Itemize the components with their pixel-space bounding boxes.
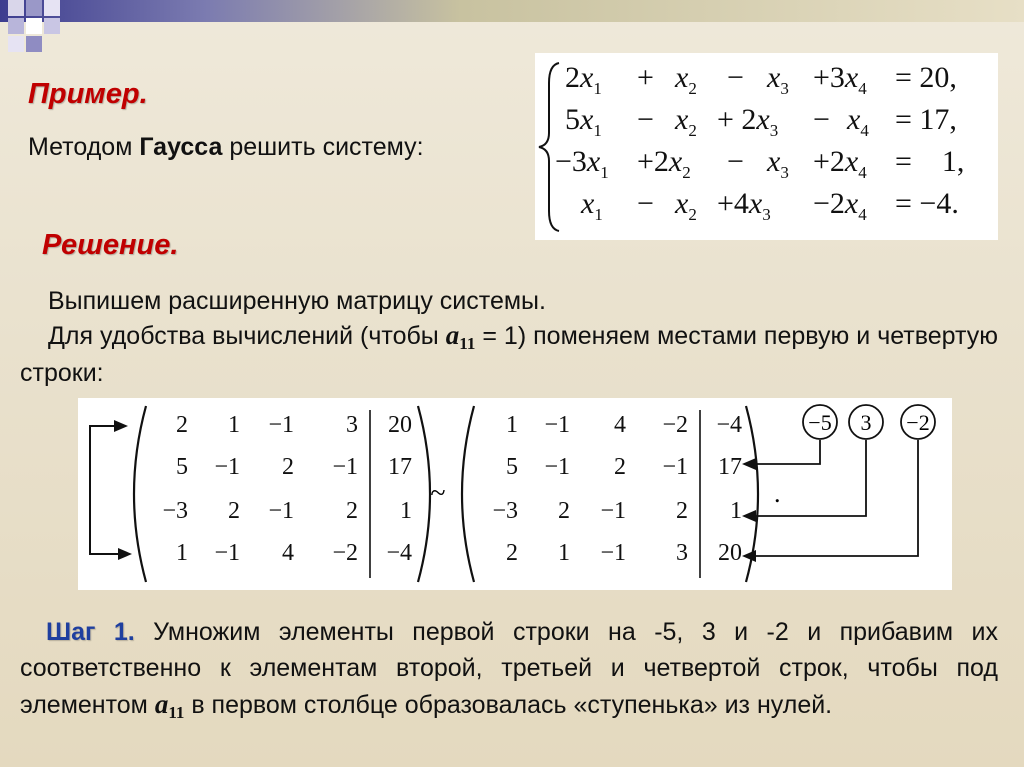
- matrix_right-cell-r4-c1: 2: [506, 540, 518, 566]
- paragraph-1: Выпишем расширенную матрицу системы.: [48, 287, 546, 315]
- matrix_right-cell-r1-c5: −4: [716, 412, 742, 438]
- solution-heading: Решение.: [42, 229, 179, 261]
- matrix_left-cell-r3-c2: 2: [228, 498, 240, 524]
- matrix_left-cell-r3-c5: 1: [400, 498, 412, 524]
- para2-after: = 1) поменяем местами первую и четвертую строки:: [20, 322, 998, 387]
- task-suffix: решить систему:: [222, 133, 424, 161]
- matrix_right-cell-r3-c2: 2: [558, 498, 570, 524]
- matrix_right-cell-r1-c2: −1: [544, 412, 570, 438]
- matrix_left-cell-r4-c5: −4: [386, 540, 412, 566]
- matrix_left-cell-r1-c4: 3: [346, 412, 358, 438]
- matrix_left-cell-r2-c1: 5: [176, 454, 188, 480]
- matrix_left-cell-r3-c4: 2: [346, 498, 358, 524]
- matrix_left-cell-r1-c1: 2: [176, 412, 188, 438]
- task-bold: Гаусса: [139, 133, 223, 161]
- matrix_right-cell-r2-c5: 17: [718, 454, 742, 480]
- matrix_left-cell-r1-c3: −1: [268, 412, 294, 438]
- step1-a11-symbol: a11: [154, 689, 185, 722]
- multiplier-3: −2: [906, 410, 930, 435]
- task-prefix: Методом: [28, 133, 140, 161]
- matrix_left-cell-r1-c2: 1: [228, 412, 240, 438]
- step1-paragraph: [20, 614, 998, 726]
- swap-arrow-bottom: [118, 548, 132, 560]
- period-mark: .: [774, 479, 781, 508]
- multiplier-2: 3: [860, 410, 872, 435]
- connector-row2: [754, 440, 820, 464]
- matrix_left-cell-r4-c1: 1: [176, 540, 188, 566]
- matrix-panel: [78, 398, 952, 590]
- matrix_right-cell-r1-c1: 1: [506, 412, 518, 438]
- step1-text-b: в первом столбце образовалась «ступенька» из нулей.: [184, 691, 833, 719]
- step1-text-a: Умножим элементы первой строки на -5, 3 и -2 и прибавим их соответственно к элементам второй, третьей и четвертой строк, чтобы под элементом: [20, 618, 999, 719]
- step1-label: Шаг 1.: [46, 618, 135, 646]
- matrix_right-cell-r3-c3: −1: [600, 498, 626, 524]
- multiplier-1: −5: [808, 410, 832, 435]
- arrow-row3: [742, 510, 756, 522]
- arrow-row4: [742, 550, 756, 562]
- left-matrix-close-paren: [418, 406, 430, 582]
- matrix_right-cell-r1-c3: 4: [614, 412, 626, 438]
- swap-arrow-top: [114, 420, 128, 432]
- matrix_left-cell-r3-c1: −3: [162, 498, 188, 524]
- matrix_left-cell-r2-c4: −1: [332, 454, 358, 480]
- matrix_right-cell-r1-c4: −2: [662, 412, 688, 438]
- matrix_left-cell-r4-c2: −1: [214, 540, 240, 566]
- matrix_right-cell-r2-c2: −1: [544, 454, 570, 480]
- matrix_right-cell-r3-c5: 1: [730, 498, 742, 524]
- matrix_right-cell-r3-c4: 2: [676, 498, 688, 524]
- example-heading: Пример.: [28, 78, 148, 110]
- para2-before: Для удобства вычислений (чтобы: [48, 322, 446, 350]
- swap-bracket-line: [90, 426, 118, 554]
- matrix_right-cell-r2-c4: −1: [662, 454, 688, 480]
- matrix_left-cell-r1-c5: 20: [388, 412, 412, 438]
- matrix_right-cell-r4-c4: 3: [676, 540, 688, 566]
- matrix_right-cell-r4-c3: −1: [600, 540, 626, 566]
- matrix_right-cell-r4-c2: 1: [558, 540, 570, 566]
- top-decor-bar: [0, 0, 1024, 22]
- matrix_left-cell-r4-c3: 4: [282, 540, 294, 566]
- right-matrix-open-paren: [462, 406, 474, 582]
- matrix_left-cell-r2-c5: 17: [388, 454, 412, 480]
- matrix_right-cell-r2-c3: 2: [614, 454, 626, 480]
- equation-system-panel: $2x_1$ + $x_2$ − $x_3$ $+3x_4$ = 20, $5x_1$ − $x_2$ + $2x_3$ − $x_4$ = 17, $-3x_1$ $+2x_2$ − $x_3$ $+2x_4$ = 1, $x_1$ − $x_2$ $+4x_3$ $-2x_4$ = −4.: [535, 53, 998, 240]
- matrix_left-cell-r2-c3: 2: [282, 454, 294, 480]
- matrix_left-cell-r3-c3: −1: [268, 498, 294, 524]
- paragraph-2: [20, 318, 998, 390]
- matrix_right-cell-r4-c5: 20: [718, 540, 742, 566]
- matrix_right-cell-r3-c1: −3: [492, 498, 518, 524]
- a11-symbol: a11: [445, 320, 476, 353]
- matrix_left-cell-r4-c4: −2: [332, 540, 358, 566]
- matrix_left-cell-r2-c2: −1: [214, 454, 240, 480]
- task-text: [28, 130, 424, 164]
- tilde-sign: ~: [430, 478, 446, 509]
- connector-row3: [754, 440, 866, 516]
- matrix_right-cell-r2-c1: 5: [506, 454, 518, 480]
- arrow-row2: [742, 458, 756, 470]
